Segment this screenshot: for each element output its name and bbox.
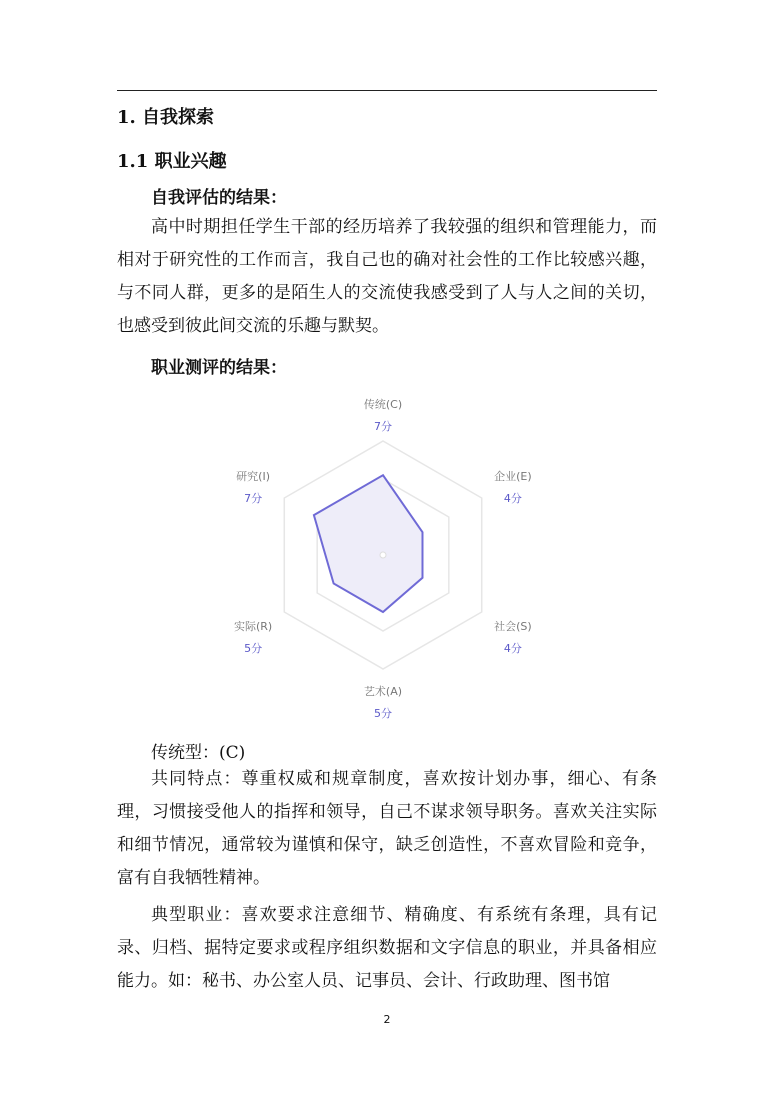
subsection-heading: 1.1 职业兴趣 [117,151,227,172]
radar-center-dot [380,552,386,558]
self-assessment-paragraph: 高中时期担任学生干部的经历培养了我较强的组织和管理能力，而相对于研究性的工作而言，我自己也的确对社会性的工作比较感兴趣，与不同人群，更多的是陌生人的交流使我感受到了人与人之间的关切，也感受到彼此间交流的乐趣与默契。 [117,217,657,336]
self-assessment-heading: 自我评估的结果： [151,188,287,208]
header-rule [117,90,657,91]
typical-jobs-paragraph: 典型职业：喜欢要求注意细节、精确度、有系统有条理，具有记录、归档、据特定要求或程序组织数据和文字信息的职业，并具备相应能力。如：秘书、办公室人员、记事员、会计、行政助理、图书馆 [117,905,657,991]
radar-score-area [314,475,423,612]
radar-score-label: 5分 [244,642,263,655]
traits-paragraph: 共同特点：尊重权威和规章制度，喜欢按计划办事，细心、有条理，习惯接受他人的指挥和领导，自己不谋求领导职务。喜欢关注实际和细节情况，通常较为谨慎和保守，缺乏创造性，不喜欢冒险和竞争，富有自我牺牲精神。 [117,769,657,888]
radar-axis-label: 社会(S) [494,620,532,633]
radar-score-label: 4分 [503,492,522,505]
type-result-label: 传统型：(C) [151,743,246,763]
page-number: 2 [383,1013,391,1026]
section-heading: 1. 自我探索 [117,107,215,128]
radar-axis-label: 艺术(A) [363,685,403,698]
radar-score-label: 7分 [374,420,392,433]
radar-axis-label: 企业(E) [494,470,532,483]
radar-score-label: 7分 [244,492,263,505]
radar-axis-label: 传统(C) [363,398,403,411]
radar-axis-label: 实际(R) [233,620,273,633]
radar-score-label: 5分 [374,707,392,720]
career-test-heading: 职业测评的结果： [151,358,287,378]
radar-chart [190,390,580,725]
radar-score-label: 4分 [503,642,522,655]
radar-axis-label: 研究(I) [236,470,271,483]
